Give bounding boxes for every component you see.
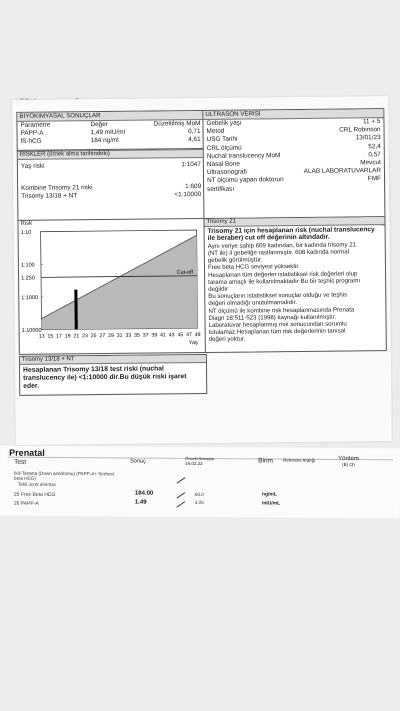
ultrasound-label: Metod: [206, 127, 225, 136]
param-value: 1,49 mIU/ml: [90, 128, 126, 137]
lab-row-name: İkili Tarama (Down sendromu) (PAPP-A+ Serbest beta HCG): [14, 470, 115, 481]
t21-panel: [203, 216, 386, 353]
x-tick-label: 21: [73, 333, 80, 340]
ultrasound-label: CRL ölçümü: [206, 144, 242, 152]
ultrasound-label: Ultrasonografi: [206, 168, 247, 177]
x-tick-label: 17: [56, 333, 62, 340]
x-tick-label: 27: [99, 333, 106, 340]
biochem-panel: [16, 110, 204, 152]
risk-chart: [19, 226, 204, 352]
t21-line: Hesaplanan tüm değerler istatistiksel risk değerleri olup: [208, 269, 358, 279]
pen-mark: [176, 501, 185, 508]
x-tick-label: 23: [82, 333, 88, 340]
ultrasound-value: ALAB LABORATUVARLAR: [303, 167, 382, 176]
patient-risk-bar: [74, 290, 77, 330]
ultrasound-value: 52,4: [368, 142, 381, 150]
ultrasound-value: 13/01/23: [355, 134, 381, 142]
x-tick-label: 15: [47, 333, 54, 340]
pen-mark: [177, 477, 186, 484]
ultrasound-row: [204, 175, 384, 193]
risk-label: Trisomy 13/18 + NT: [21, 192, 78, 201]
x-tick-label: 41: [160, 332, 166, 339]
risk-chart-panel: [17, 218, 206, 355]
ultrasound-value: 11 + 5: [362, 118, 381, 126]
x-axis-label: Yaş: [188, 340, 198, 347]
col-value: Değer: [90, 120, 108, 129]
t21-line: NT ölçümü ile kombine risk hesaplanmasında Prenata: [208, 306, 355, 315]
x-tick-label: 35: [134, 332, 140, 339]
lab-col-method: Yöntem: [338, 455, 359, 463]
cutoff-label: Cut-off: [176, 269, 194, 276]
ultrasound-label: Gebelik yaşı: [206, 119, 242, 127]
x-tick-label: 33: [125, 332, 132, 339]
ultrasound-label: USG Tarihi: [206, 135, 238, 144]
t21-line: tarama amaçlı ile kullanılmaktadır Bu bir teşhis programı: [208, 277, 361, 286]
lab-col-unit: Birim: [258, 457, 273, 465]
lab-title: Prenatal: [9, 447, 45, 458]
risk-label: Yaş riski: [20, 162, 45, 170]
t21-line: tutulamaz.Hesaplanan tüm risk değerlerinin tanısal: [208, 327, 346, 337]
t13-title: Trisomy 13/18 + NT: [20, 355, 206, 365]
t21-body: [205, 225, 386, 345]
y-tick-label: 1:10000: [21, 327, 42, 334]
lab-row-result: 1.49: [134, 499, 147, 506]
lab-row-prev: 60.0: [194, 491, 204, 498]
ultrasound-panel: [202, 108, 385, 220]
t21-line: Free beta HCG seviyesi yüksektir.: [207, 263, 300, 272]
pen-mark: [177, 492, 186, 499]
x-tick-label: 25: [90, 333, 97, 340]
x-tick-label: 43: [168, 332, 175, 339]
ultrasound-value: CRL Robinson: [339, 126, 381, 134]
t13-panel: [19, 354, 207, 396]
lab-col-test: Test: [14, 458, 27, 466]
risks-panel: [17, 148, 206, 222]
t21-lead: Trisomy 21 için hesaplanan risk (nuchal translucency ile beraber) cut off değerinin altındadır.: [207, 226, 375, 243]
y-tick-label: 1:1000: [21, 295, 39, 302]
param-name: fß-hCG: [20, 138, 42, 146]
x-tick-label: 13: [38, 333, 45, 340]
y-tick-label: 1:100: [20, 262, 35, 269]
t21-line: değeri yoktur.: [208, 336, 246, 344]
lab-row-prev: 4.05: [194, 499, 204, 506]
t21-line: Laboratuvar hesaplanmış risk sonucundan sorumlu: [208, 320, 347, 329]
x-tick-label: 29: [108, 332, 114, 339]
lab-col-result: Sonuç: [130, 458, 146, 465]
ultrasound-value: Mevcut: [360, 159, 381, 167]
x-tick-label: 49: [194, 332, 201, 339]
y-tick-label: 1:250: [21, 275, 35, 282]
report-sheet: [12, 96, 392, 445]
param-value: 184 ng/ml: [90, 137, 119, 145]
t21-line: (NT ile) il gebeliğe rastlanmıştır. 608 kadında normal: [207, 248, 349, 257]
x-tick-label: 37: [142, 332, 149, 339]
lab-row-unit: mIU/mL: [261, 500, 281, 507]
chart-title: Risk: [20, 220, 33, 227]
param-mom: 0,71: [188, 128, 201, 136]
risk-value: 1:609: [185, 183, 202, 191]
ultrasound-label: Nasal Bone: [206, 160, 240, 168]
ultrasound-title: ULTRASON VERİSİ: [203, 109, 383, 120]
param-name: PAPP-A: [20, 129, 44, 138]
ultrasound-value: FMF: [367, 175, 382, 183]
t21-line: Aynı veriye sahip 609 kadından, bir kadında trisomy 21: [207, 241, 357, 250]
x-tick-label: 19: [64, 333, 71, 340]
t21-line: gebelik görülmüştür.: [207, 256, 263, 265]
t13-text: Hesaplanan Trisomy 13/18 test riski (nuchal translucency ile) <1:10000 dir.Bu düşük riski işaret eder.: [22, 365, 187, 390]
col-param: Parametre: [20, 121, 51, 129]
t21-title: Trisomy 21: [204, 217, 384, 227]
risks-title: RİSKLER (örnek alma tarihindeki): [18, 149, 204, 160]
x-tick-label: 47: [186, 332, 192, 339]
lab-col-method-sub: (B) (3): [342, 461, 355, 468]
ultrasound-value: 0,57: [368, 150, 381, 159]
col-corr-mom: Düzeltilmiş MoM: [153, 120, 201, 128]
ultrasound-label: Nuchal translucency MoM: [206, 151, 281, 160]
t21-line: değildir: [208, 285, 228, 293]
ultrasound-label: NT ölçümü yapan doktorun sertifikası: [207, 176, 284, 193]
x-tick-label: 31: [116, 332, 123, 339]
lab-printout: [0, 446, 400, 519]
risk-value: 1:1047: [181, 161, 201, 169]
biochem-title: BIYOKIMYASAL SONUÇLAR: [17, 111, 203, 122]
x-tick-label: 45: [177, 332, 184, 339]
x-tick-label: 39: [151, 332, 158, 339]
y-tick-label: 1:10: [20, 229, 32, 236]
lab-col-ref: Referans Aralığı: [283, 457, 316, 463]
t21-line: değeri olmadığı unutulmamalıdır.: [208, 299, 298, 308]
lab-col-prev: Önceki Sonuçlar: [185, 455, 215, 462]
lab-row-result: 184.00: [134, 490, 154, 497]
risk-value: <1:10000: [174, 191, 202, 199]
lab-row-name: 26 PAPP-A: [13, 500, 39, 507]
lab-row-name: Tekli ücret alınmaz: [17, 481, 57, 487]
lab-row-name: 25 Free Beta HCG: [13, 491, 56, 498]
lab-row-unit: ng/mL: [261, 491, 277, 498]
param-mom: 4,61: [188, 136, 201, 144]
risk-label: Kombine Trisomy 21 riski: [21, 184, 93, 193]
t21-line: Diagn 18:511-523 (1998) kaynağı kullanılmıştır.: [208, 313, 337, 322]
lab-col-prev-date: 16.02.22: [185, 460, 203, 467]
t21-line: Bu sonuçların istatistiksel sonuçlar olduğu ve teşhis: [208, 291, 348, 301]
